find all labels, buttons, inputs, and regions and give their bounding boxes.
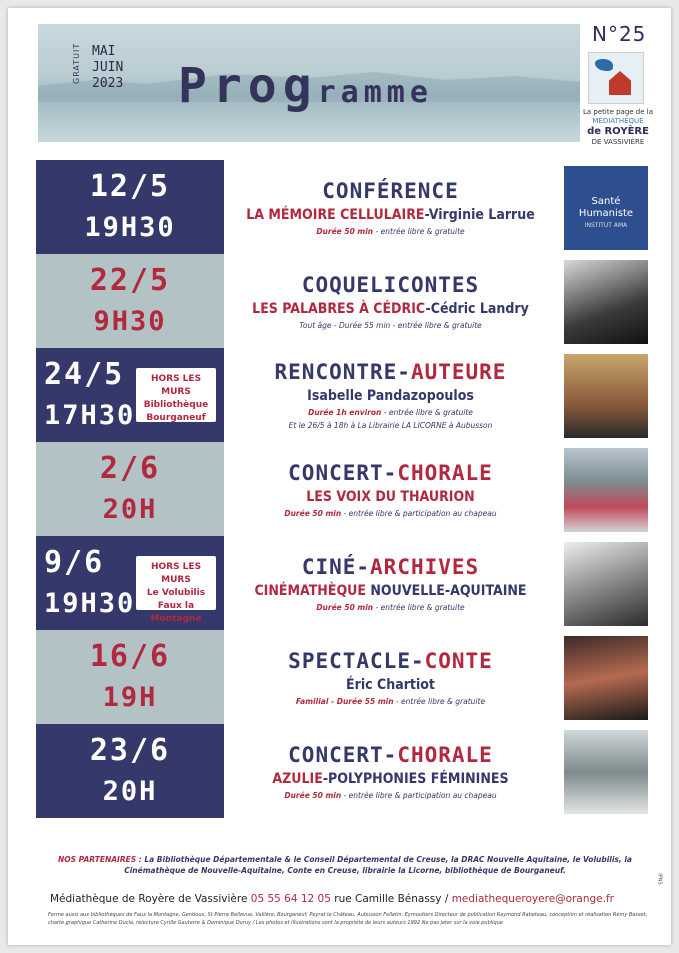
contact-line: Médiathèque de Royère de Vassivière 05 55 64 12 05 rue Camille Bénassy / mediathequeroyere@orange.fr [50,893,614,905]
event-date-block: 9/6 19H30 [36,536,224,630]
header-banner [38,24,580,142]
email-link[interactable]: mediathequeroyere@orange.fr [451,893,614,905]
event-info: CONCERT-CHORALE LES VOIX DU THAURION Durée 50 min - entrée libre & participation au chapeau [224,442,557,536]
fine-print: Ferme aussi aux bibliothèques de Faux la Montagne, Gentioux, St Pierre Bellevue, Vallière, Bourganeuf, Peyrat le Château, Aubusson Felletin, Eymoutiers Directeur de publication Raymond Rabeteau, conception et réalisation Rémy Basset, charte graphique Catherine Ducla, relecture Cyrille Gauterre & Dominique Duruy / Les photos et illustrations sont la propriété de leurs auteurs 1992 Ne pas jeter sur la voie publique [48,912,648,926]
event-info: CINÉ-ARCHIVES CINÉMATHÈQUE NOUVELLE-AQUITAINE Durée 50 min - entrée libre & gratuite [224,536,557,630]
storyteller-photo [564,636,648,720]
bird-icon [595,59,613,71]
event-title: RENCONTRE-AUTEURE [274,360,507,384]
event-row [36,160,643,254]
event-info: COQUELICONTES LES PALABRES À CÉDRIC-Cédric Landry Tout âge - Durée 55 min - entrée libre & gratuite [224,254,557,348]
event-title: COQUELICONTES [301,272,480,297]
ipns-mark: IPNS [656,873,663,885]
event-info: RENCONTRE-AUTEURE Isabelle Pandazopoulos Durée 1h environ - entrée libre & gratuite Et le 26/5 à 18h à La Librairie LA LICORNE à Aubusson [224,348,557,442]
event-date-block: 2/6 20H [36,442,224,536]
event-date-block: 12/5 19H30 [36,160,224,254]
free-label: GRATUIT [72,42,81,84]
logo-text: La petite page de la MÉDIATHÈQUE de ROYÈRE DE VASSIVIÈRE [582,108,654,146]
mediatheque-logo [588,52,644,104]
events-list [36,160,643,818]
hors-les-murs-badge: HORS LES MURS Bibliothèque Bourganeuf [136,368,216,422]
event-title: CINÉ-ARCHIVES [301,554,480,579]
event-date-block: 24/5 17H30 [36,348,224,442]
event-title: CONCERT-CHORALE [288,460,493,485]
house-icon [609,71,631,95]
event-row [36,724,643,818]
event-title: CONFÉRENCE [322,178,459,203]
archive-photo [564,542,648,626]
choir-group-photo [564,730,648,814]
event-row [36,536,643,630]
event-date-block: 22/5 9H30 [36,254,224,348]
author-photo [564,354,648,438]
event-info: CONCERT-CHORALE AZULIE-POLYPHONIES FÉMININES Durée 50 min - entrée libre & participation au chapeau [224,724,557,818]
event-title: SPECTACLE-CONTE [288,648,493,673]
partners-note: NOS PARTENAIRES : La Bibliothèque Départementale & le Conseil Départemental de Creuse, la DRAC Nouvelle Aquitaine, le Volubilis, la Cinémathèque de Nouvelle-Aquitaine, Conte en Creuse, librairie la Licorne, bibliothèque de Bourganeuf. [58,855,632,875]
hors-les-murs-badge: HORS LES MURS Le Volubilis Faux la Montagne [136,556,216,610]
poster [8,8,671,945]
choir-photo [564,448,648,532]
sante-humaniste-logo: Santé Humaniste INSTITUT AMA [564,166,648,250]
event-info: CONFÉRENCE LA MÉMOIRE CELLULAIRE-Virginie Larrue Durée 50 min - entrée libre & gratuite [224,160,557,254]
event-date-block: 16/6 19H [36,630,224,724]
event-date-block: 23/6 20H [36,724,224,818]
performer-photo [564,260,648,344]
issue-number: N°25 [592,22,647,46]
page-title: Programme [178,58,433,114]
event-row [36,254,643,348]
event-title: CONCERT-CHORALE [288,742,493,767]
issue-date: MAI JUIN 2023 [92,44,124,91]
event-info: SPECTACLE-CONTE Éric Chartiot Familial - Durée 55 min - entrée libre & gratuite [224,630,557,724]
event-row [36,442,643,536]
event-row [36,348,643,442]
event-row [36,630,643,724]
